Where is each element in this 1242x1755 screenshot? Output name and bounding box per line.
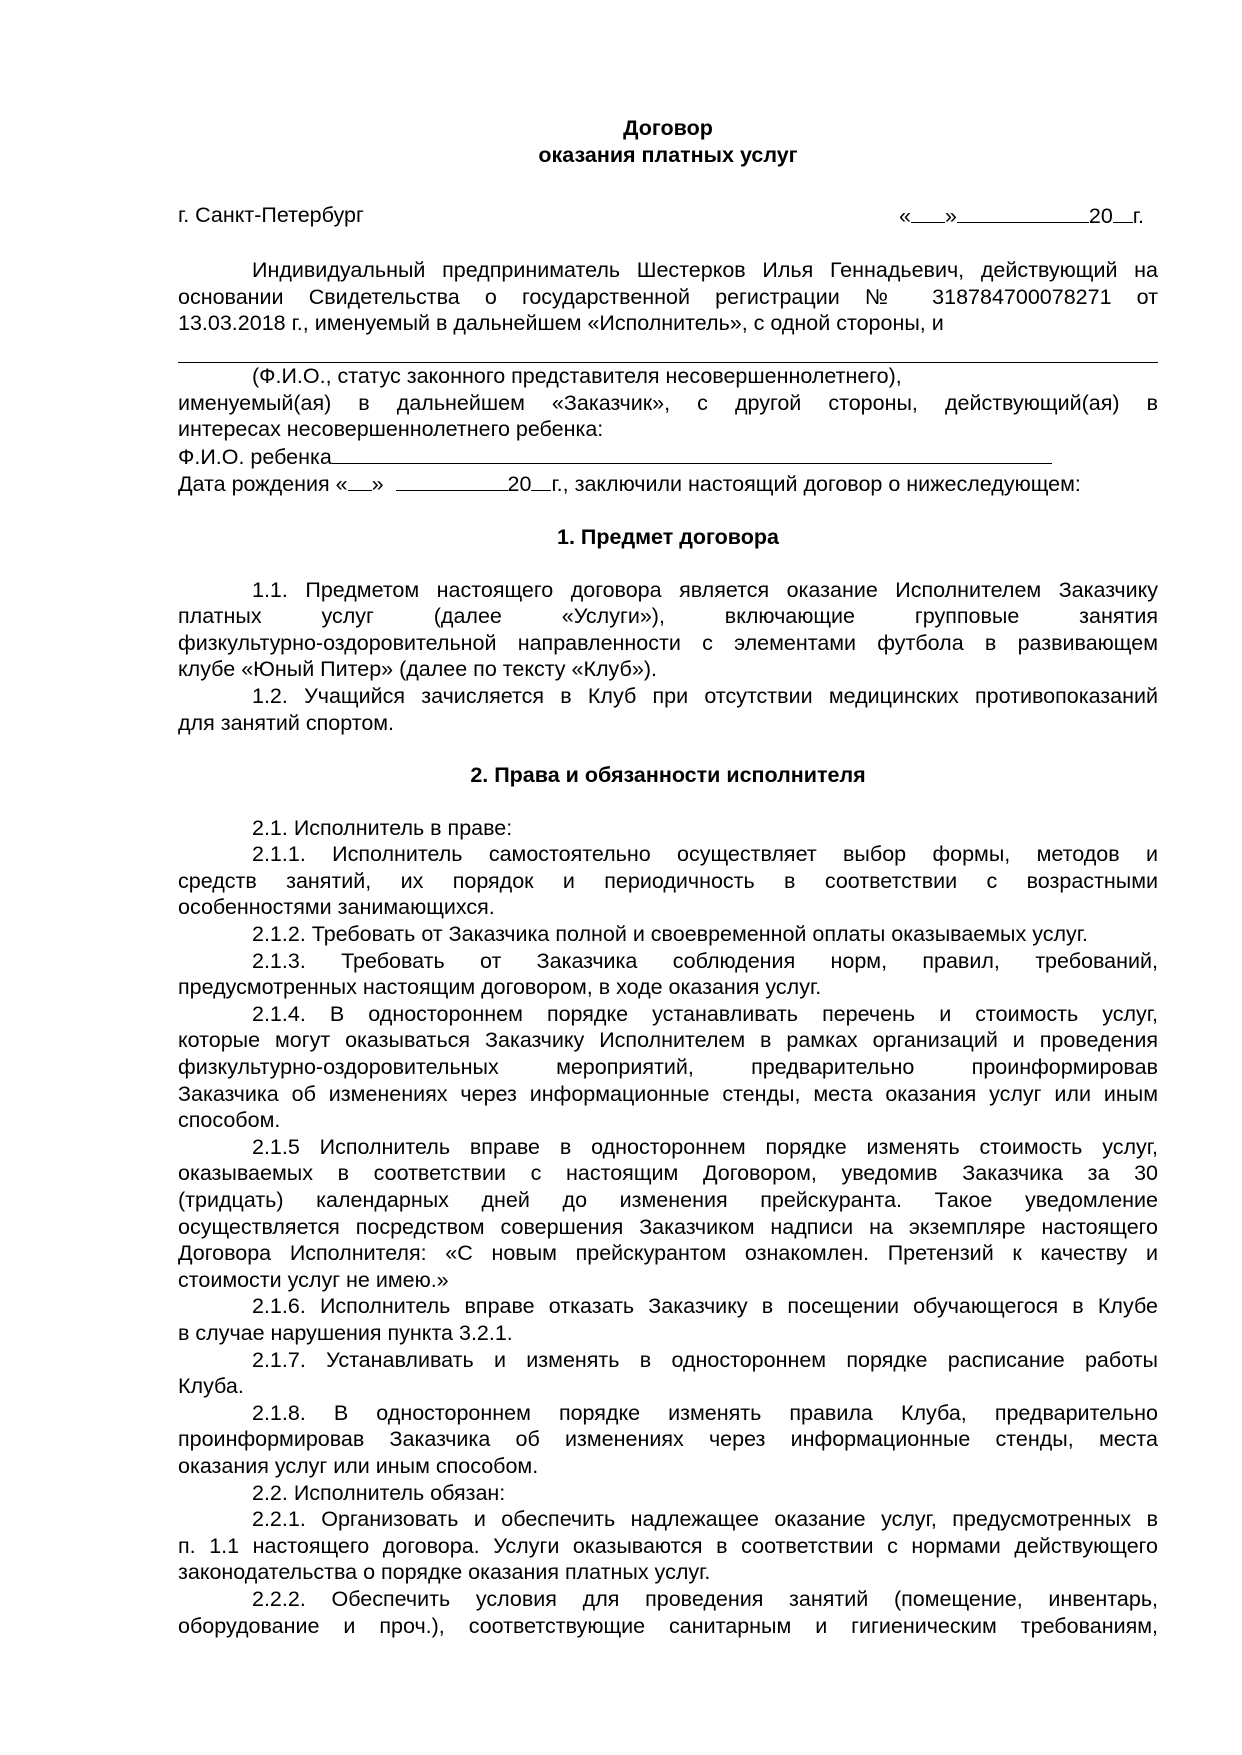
section-line: Договора Исполнителя: «С новым прейскурантом ознакомлен. Претензий к качеству и bbox=[178, 1241, 1158, 1266]
section-line: 1.1. Предметом настоящего договора является оказание Исполнителем Заказчику bbox=[252, 577, 1158, 602]
section-2-heading: 2. Права и обязанности исполнителя bbox=[470, 763, 866, 788]
document-title: Договор bbox=[623, 116, 713, 140]
section-line: способом. bbox=[178, 1108, 281, 1133]
section-line: клубе «Юный Питер» (далее по тексту «Клуб»). bbox=[178, 657, 657, 682]
contract-page bbox=[178, 115, 1158, 1639]
section-line: стоимости услуг не имею.» bbox=[178, 1267, 449, 1292]
representative-caption: (Ф.И.О., статус законного представителя несовершеннолетнего), bbox=[252, 363, 902, 388]
birth-year: 20 bbox=[507, 472, 532, 497]
section-line: 2.1.5 Исполнитель вправе в одностороннем порядке изменять стоимость услуг, bbox=[252, 1134, 1158, 1159]
intro-line: 13.03.2018 г., именуемый в дальнейшем «Исполнитель», с одной стороны, и bbox=[178, 311, 944, 336]
section-1-heading: 1. Предмет договора bbox=[557, 524, 779, 549]
date-open-quote: « bbox=[898, 204, 911, 229]
year-blank bbox=[1113, 202, 1133, 223]
intro-line: основании Свидетельства о государственной регистрации № 318784700078271 от bbox=[178, 284, 1158, 309]
day-blank bbox=[911, 202, 945, 223]
section-line: Клуба. bbox=[178, 1374, 244, 1399]
section-line: 1.2. Учащийся зачисляется в Клуб при отсутствии медицинских противопоказаний bbox=[252, 683, 1158, 708]
section-line: 2.1.7. Устанавливать и изменять в одностороннем порядке расписание работы bbox=[252, 1347, 1158, 1372]
section-line: п. 1.1 настоящего договора. Услуги оказываются в соответствии с нормами действующего bbox=[178, 1533, 1158, 1558]
birth-date-row bbox=[178, 470, 1158, 498]
date-close-quote: » bbox=[944, 204, 957, 229]
section-line: 2.1.4. В одностороннем порядке устанавливать перечень и стоимость услуг, bbox=[252, 1001, 1158, 1026]
section-line: для занятий спортом. bbox=[178, 710, 395, 735]
section-line: 2.1.8. В одностороннем порядке изменять правила Клуба, предварительно bbox=[252, 1400, 1158, 1425]
section-line: особенностями занимающихся. bbox=[178, 895, 495, 920]
section-line: 2.2. Исполнитель обязан: bbox=[252, 1480, 506, 1505]
date-year: 20 bbox=[1088, 204, 1113, 229]
intro-line: Индивидуальный предприниматель Шестерков Илья Геннадьевич, действующий на bbox=[252, 258, 1158, 283]
intro-line: интересах несовершеннолетнего ребенка: bbox=[178, 417, 604, 442]
city-label: г. Санкт-Петербург bbox=[178, 203, 364, 228]
section-line: физкультурно-оздоровительной направленности с элементами футбола в развивающем bbox=[178, 630, 1158, 655]
birth-date-tail: г., заключили настоящий договор о нижеследующем: bbox=[551, 472, 1081, 497]
date-suffix: г. bbox=[1132, 204, 1144, 229]
birth-close-quote: » bbox=[371, 472, 384, 497]
section-line: 2.1.2. Требовать от Заказчика полной и своевременной оплаты оказываемых услуг. bbox=[252, 922, 1088, 947]
section-line: средств занятий, их порядок и периодичность в соответствии с возрастными bbox=[178, 868, 1158, 893]
section-line: оказываемых в соответствии с настоящим Договором, уведомив Заказчика за 30 bbox=[178, 1161, 1158, 1186]
representative-name-blank bbox=[178, 337, 1158, 363]
section-line: законодательства о порядке оказания платных услуг. bbox=[178, 1560, 711, 1585]
section-line: 2.2.1. Организовать и обеспечить надлежащее оказание услуг, предусмотренных в bbox=[252, 1507, 1158, 1532]
section-2-body bbox=[178, 815, 1158, 1639]
section-line: которые могут оказываться Заказчику Исполнителем в рамках организаций и проведения bbox=[178, 1028, 1158, 1053]
child-name-label: Ф.И.О. ребенка bbox=[178, 444, 332, 469]
birth-date-label: Дата рождения « bbox=[178, 472, 348, 497]
intro-line: именуемый(ая) в дальнейшем «Заказчик», с другой стороны, действующий(ая) в bbox=[178, 390, 1158, 415]
section-1-body bbox=[178, 577, 1158, 737]
birth-day-blank bbox=[348, 470, 372, 491]
document-subtitle: оказания платных услуг bbox=[538, 142, 798, 167]
place-date-row bbox=[178, 202, 1158, 229]
section-line: проинформировав Заказчика об изменениях через информационные стенды, места bbox=[178, 1427, 1158, 1452]
section-line: в случае нарушения пункта 3.2.1. bbox=[178, 1320, 513, 1345]
section-line: оказания услуг или иным способом. bbox=[178, 1453, 539, 1478]
child-name-row bbox=[178, 443, 1158, 471]
birth-month-blank bbox=[396, 470, 508, 491]
section-line: (тридцать) календарных дней до изменения прейскуранта. Такое уведомление bbox=[178, 1188, 1158, 1212]
section-line: 2.1.3. Требовать от Заказчика соблюдения норм, правил, требований, bbox=[252, 948, 1158, 973]
section-line: 2.2.2. Обеспечить условия для проведения занятий (помещение, инвентарь, bbox=[252, 1586, 1158, 1611]
section-line: физкультурно-оздоровительных мероприятий, предварительно проинформировав bbox=[178, 1055, 1158, 1080]
child-name-blank bbox=[332, 443, 1052, 464]
section-line: осуществляется посредством совершения Заказчиком надписи на экземпляре настоящего bbox=[178, 1214, 1158, 1239]
contract-date bbox=[899, 202, 1144, 230]
section-line: предусмотренных настоящим договором, в ходе оказания услуг. bbox=[178, 975, 822, 1000]
month-blank bbox=[957, 202, 1089, 223]
section-line: Заказчика об изменениях через информационные стенды, места оказания услуг или иным bbox=[178, 1081, 1158, 1106]
section-line: оборудование и проч.), соответствующие санитарным и гигиеническим требованиям, bbox=[178, 1613, 1158, 1638]
section-line: 2.1. Исполнитель в праве: bbox=[252, 815, 513, 840]
section-line: 2.1.1. Исполнитель самостоятельно осуществляет выбор формы, методов и bbox=[252, 842, 1158, 867]
section-line: 2.1.6. Исполнитель вправе отказать Заказчику в посещении обучающегося в Клубе bbox=[252, 1294, 1158, 1319]
section-line: платных услуг (далее «Услуги»), включающие групповые занятия bbox=[178, 604, 1158, 629]
birth-year-blank bbox=[531, 470, 551, 491]
